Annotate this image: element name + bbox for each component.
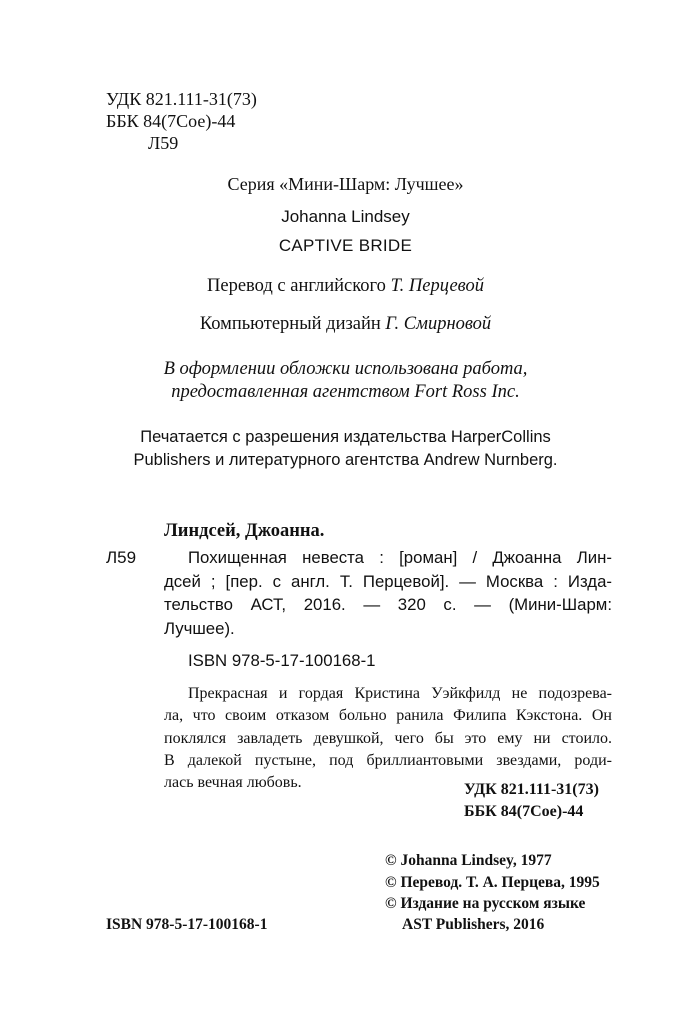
- catalog-entry-line: Похищенная невеста : [роман] / Джоанна Лин-: [188, 548, 612, 567]
- annotation: [164, 683, 612, 794]
- design-prefix: Компьютерный дизайн: [199, 314, 386, 334]
- copyright-line: © Перевод. Т. А. Перцева, 1995: [385, 874, 600, 891]
- catalog-mark: Л59: [106, 548, 137, 567]
- udk-code: УДК 821.111-31(73): [106, 89, 257, 109]
- catalog-entry-line: тельство АСТ, 2016. — 320 с. — (Мини-Шарм:: [164, 595, 612, 614]
- catalog-entry-line: дсей ; [пер. с англ. Т. Перцевой]. — Москва : Изда-: [164, 571, 612, 591]
- author-mark: Л59: [148, 133, 179, 153]
- annotation-line: лась вечная любовь.: [164, 774, 302, 792]
- bold-udk-code: УДК 821.111-31(73): [464, 781, 599, 798]
- annotation-line: ла, что своим отказом больно ранила Филипа Кэкстона. Он: [164, 707, 612, 725]
- translator-name: Т. Перцевой: [390, 276, 484, 296]
- footer-isbn: ISBN 978-5-17-100168-1: [106, 916, 268, 933]
- design-credit: [0, 313, 691, 335]
- designer-name: Г. Смирновой: [385, 314, 492, 334]
- permission-line-2: Publishers и литературного агентства Andrew Nurnberg.: [133, 451, 558, 469]
- copyright-line: © Издание на русском языке: [385, 895, 586, 912]
- cover-note-line-2: предоставленная агентством Fort Ross Inc.: [171, 382, 520, 402]
- annotation-line: Прекрасная и гордая Кристина Уэйкфилд не подозрева-: [188, 685, 612, 702]
- cover-note-line-1: В оформлении обложки использована работа,: [163, 359, 528, 379]
- copyright-line: AST Publishers, 2016: [402, 916, 545, 933]
- bold-bbk-code: ББК 84(7Сое)-44: [464, 803, 584, 820]
- original-title: CAPTIVE BRIDE: [278, 236, 413, 255]
- translation-prefix: Перевод с английского: [207, 276, 391, 296]
- permission-line-1: Печатается с разрешения издательства HarperCollins: [140, 428, 551, 446]
- catalog-entry-line: Лучшее).: [164, 618, 235, 638]
- catalog-heading: Линдсей, Джоанна.: [164, 521, 325, 541]
- catalog-entry: [164, 546, 612, 640]
- translation-credit: [0, 275, 691, 297]
- annotation-line: В далекой пустыне, под бриллиантовыми звездами, роди-: [164, 751, 612, 769]
- series-line: Серия «Мини-Шарм: Лучшее»: [227, 174, 464, 194]
- annotation-line: поклялся завладеть девушкой, чего бы это ему ни стоило.: [164, 729, 612, 747]
- copyright-line: © Johanna Lindsey, 1977: [385, 852, 552, 869]
- original-author: Johanna Lindsey: [281, 207, 410, 226]
- catalog-isbn: ISBN 978-5-17-100168-1: [188, 651, 376, 670]
- bbk-code: ББК 84(7Сое)-44: [106, 111, 236, 131]
